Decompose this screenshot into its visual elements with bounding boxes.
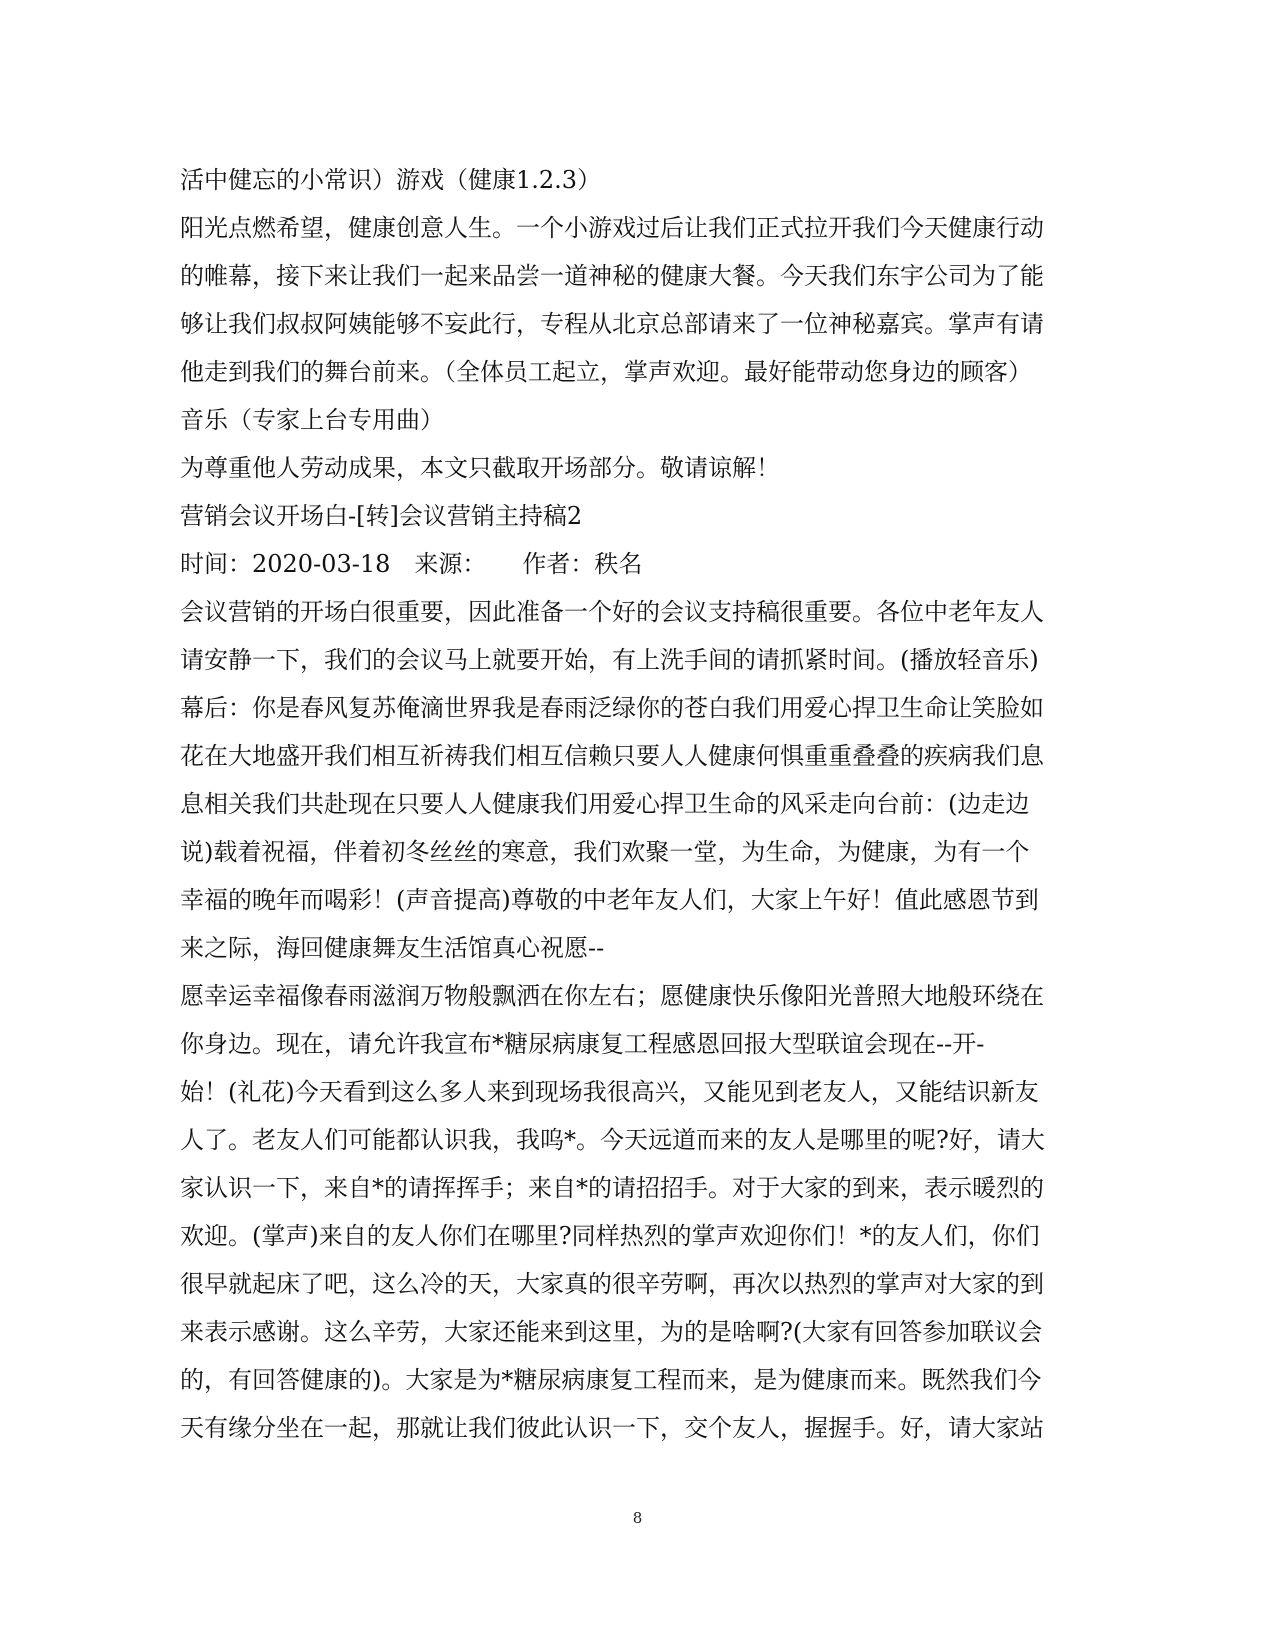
text-line: 幸福的晚年而喝彩！(声音提高)尊敬的中老年友人们，大家上午好！值此感恩节到 <box>180 886 1039 914</box>
text-line: 请安静一下，我们的会议马上就要开始，有上洗手间的请抓紧时间。(播放轻音乐) <box>180 646 1039 674</box>
text-line: 花在大地盛开我们相互祈祷我们相互信赖只要人人健康何惧重重叠叠的疾病我们息 <box>180 742 1044 770</box>
page-number: 8 <box>632 1509 643 1527</box>
text-line: 活中健忘的小常识）游戏（健康1.2.3） <box>180 166 602 194</box>
text-line: 为尊重他人劳动成果，本文只截取开场部分。敬请谅解！ <box>180 454 780 482</box>
text-line: 愿幸运幸福像春雨滋润万物般飘洒在你左右；愿健康快乐像阳光普照大地般环绕在 <box>180 982 1044 1010</box>
text-line: 天有缘分坐在一起，那就让我们彼此认识一下，交个友人，握握手。好，请大家站 <box>180 1414 1044 1442</box>
text-line: 人了。老友人们可能都认识我，我呜*。今天远道而来的友人是哪里的呢?好，请大 <box>180 1126 1045 1154</box>
text-line: 来之际，海回健康舞友生活馆真心祝愿-- <box>180 934 605 962</box>
text-line: 阳光点燃希望，健康创意人生。一个小游戏过后让我们正式拉开我们今天健康行动 <box>180 214 1044 242</box>
text-line: 会议营销的开场白很重要，因此准备一个好的会议支持稿很重要。各位中老年友人 <box>180 598 1044 626</box>
text-line: 息相关我们共赴现在只要人人健康我们用爱心捍卫生命的风采走向台前：(边走边 <box>180 790 1030 818</box>
text-line: 够让我们叔叔阿姨能够不妄此行，专程从北京总部请来了一位神秘嘉宾。掌声有请 <box>180 310 1044 338</box>
article-title: 营销会议开场白-[转]会议营销主持稿2 <box>180 502 583 530</box>
text-line: 很早就起床了吧，这么冷的天，大家真的很辛劳啊，再次以热烈的掌声对大家的到 <box>180 1270 1044 1298</box>
text-line: 欢迎。(掌声)来自的友人你们在哪里?同样热烈的掌声欢迎你们！*的友人们，你们 <box>180 1222 1040 1250</box>
text-line: 幕后：你是春风复苏俺滴世界我是春雨泛绿你的苍白我们用爱心捍卫生命让笑脸如 <box>180 694 1044 722</box>
text-line: 的，有回答健康的)。大家是为*糖尿病康复工程而来，是为健康而来。既然我们今 <box>180 1366 1042 1394</box>
text-line: 他走到我们的舞台前来。（全体员工起立，掌声欢迎。最好能带动您身边的顾客） <box>180 358 1032 386</box>
text-line: 始！(礼花)今天看到这么多人来到现场我很高兴，又能见到老友人，又能结识新友 <box>180 1078 1039 1106</box>
text-line: 说)载着祝福，伴着初冬丝丝的寒意，我们欢聚一堂，为生命，为健康，为有一个 <box>180 838 1030 866</box>
body-text <box>180 156 1060 1452</box>
text-line: 音乐（专家上台专用曲） <box>180 406 444 434</box>
text-line: 你身边。现在，请允许我宣布*糖尿病康复工程感恩回报大型联谊会现在--开- <box>180 1030 985 1058</box>
text-line: 家认识一下，来自*的请挥挥手；来自*的请招招手。对于大家的到来，表示暖烈的 <box>180 1174 1044 1202</box>
text-line: 来表示感谢。这么辛劳，大家还能来到这里，为的是啥啊?(大家有回答参加联议会 <box>180 1318 1043 1346</box>
text-line: 的帷幕，接下来让我们一起来品尝一道神秘的健康大餐。今天我们东宇公司为了能 <box>180 262 1044 290</box>
article-meta: 时间：2020-03-18 来源： 作者：秩名 <box>180 550 643 578</box>
